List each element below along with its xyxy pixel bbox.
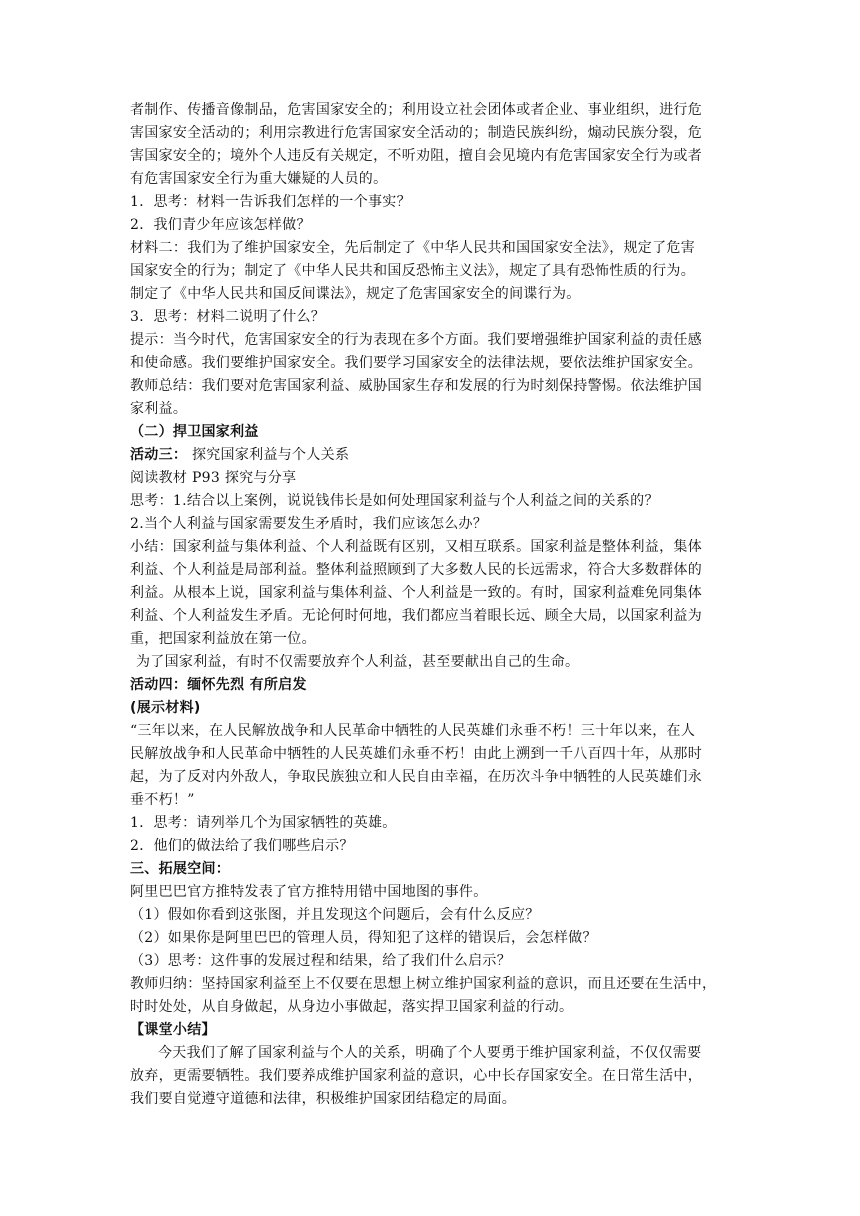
summary-line-4: 利益、个人利益发生矛盾。无论何时何地，我们都应当着眼长远、顾全大局，以国家利益为 xyxy=(130,608,702,624)
activity-3-title: 活动三： xyxy=(130,447,188,463)
alibaba-question-3: （3）思考：这件事的发展过程和结果，给了我们什么启示？ xyxy=(130,953,512,969)
question-4-1: 1．思考：请列举几个为国家牺牲的英雄。 xyxy=(130,815,397,831)
intro-line-4: 有危害国家安全行为重大嫌疑的人员的。 xyxy=(130,171,388,187)
section-3-heading: 三、拓展空间： xyxy=(130,861,231,877)
class-summary-line-3: 我们要自觉遵守道德和法律，积极维护国家团结稳定的局面。 xyxy=(130,1091,517,1107)
teacher-summary-line-1: 教师总结：我们要对危害国家利益、威胁国家生存和发展的行为时刻保持警惕。依法维护国 xyxy=(130,378,702,394)
activity-4-title: 活动四：缅怀先烈 有所启发 xyxy=(130,677,307,693)
summary-line-2: 利益、个人利益是局部利益。整体利益照顾到了大多数人民的长远需求，符合大多数群体的 xyxy=(130,562,702,578)
show-material-label: (展示材料) xyxy=(130,700,201,716)
class-summary-heading: 【课堂小结】 xyxy=(130,1022,216,1038)
activity-3 xyxy=(130,444,734,467)
quote-line-2: 民解放战争和人民革命中牺牲的人民英雄们永垂不朽！由此上溯到一千八百四十年，从那时 xyxy=(130,746,702,762)
material2-line-2: 国家安全的行为；制定了《中华人民共和国反恐怖主义法》，规定了具有恐怖性质的行为。 xyxy=(130,263,695,279)
hint-line-1: 提示：当今时代，危害国家安全的行为表现在多个方面。我们要增强维护国家利益的责任感 xyxy=(130,332,702,348)
question-1: 1．思考：材料一告诉我们怎样的一个事实？ xyxy=(130,194,411,210)
document-body xyxy=(130,99,734,1111)
summary-line-5: 重，把国家利益放在第一位。 xyxy=(130,631,316,647)
intro-line-2: 害国家安全活动的；利用宗教进行危害国家安全活动的；制造民族纠纷，煽动民族分裂，危 xyxy=(130,125,702,141)
material2-line-1: 材料二：我们为了维护国家安全，先后制定了《中华人民共和国国家安全法》，规定了危害 xyxy=(130,240,695,256)
summary-line-1: 小结：国家利益与集体利益、个人利益既有区别，又相互联系。国家利益是整体利益，集体 xyxy=(130,539,702,555)
sacrifice-line: 为了国家利益，有时不仅需要放弃个人利益，甚至要献出自己的生命。 xyxy=(136,654,580,670)
think-question-1: 思考：1.结合以上案例，说说钱伟长是如何处理国家利益与个人利益之间的关系的？ xyxy=(130,493,659,509)
teacher-summary-line-2: 家利益。 xyxy=(130,401,188,417)
summary-line-3: 利益。从根本上说，国家利益与集体利益、个人利益是一致的。有时，国家利益难免同集体 xyxy=(130,585,702,601)
section-2-heading: （二）捍卫国家利益 xyxy=(130,424,259,440)
alibaba-question-2: （2）如果你是阿里巴巴的管理人员，得知犯了这样的错误后，会怎样做？ xyxy=(130,930,597,946)
think-question-2: 2.当个人利益与国家需要发生矛盾时，我们应该怎么办？ xyxy=(130,516,488,532)
question-3: 3．思考：材料二说明了什么？ xyxy=(130,309,326,325)
teacher-conclusion-line-2: 时时处处，从自身做起，从身边小事做起，落实捍卫国家利益的行动。 xyxy=(130,999,574,1015)
quote-line-1: “三年以来，在人民解放战争和人民革命中牺牲的人民英雄们永垂不朽！三十年以来，在人 xyxy=(130,723,696,739)
question-2: 2．我们青少年应该怎样做？ xyxy=(130,217,311,233)
material2-line-3: 制定了《中华人民共和国反间谍法》，规定了危害国家安全的间谍行为。 xyxy=(130,286,581,302)
class-summary-line-2: 放弃，更需要牺牲。我们要养成维护国家利益的意识，心中长存国家安全。在日常生活中， xyxy=(130,1068,702,1084)
question-4-2: 2．他们的做法给了我们哪些启示？ xyxy=(130,838,354,854)
hint-line-2: 和使命感。我们要维护国家安全。我们要学习国家安全的法律法规，要依法维护国家安全。 xyxy=(130,355,702,371)
intro-line-3: 害国家安全的；境外个人违反有关规定，不听劝阻，擅自会见境内有危害国家安全行为或者 xyxy=(130,148,702,164)
activity-3-text: 探究国家利益与个人关系 xyxy=(187,447,350,463)
read-textbook: 阅读教材 P93 探究与分享 xyxy=(130,470,297,486)
alibaba-question-1: （1）假如你看到这张图，并且发现这个问题后，会有什么反应？ xyxy=(130,907,540,923)
quote-line-4: 垂不朽！” xyxy=(130,792,195,808)
teacher-conclusion-line-1: 教师归纳：坚持国家利益至上不仅要在思想上树立维护国家利益的意识，而且还要在生活中， xyxy=(130,976,717,992)
alibaba-event: 阿里巴巴官方推特发表了官方推特用错中国地图的事件。 xyxy=(130,884,488,900)
intro-line-1: 者制作、传播音像制品，危害国家安全的；利用设立社会团体或者企业、事业组织，进行危 xyxy=(130,102,702,118)
quote-line-3: 起，为了反对内外敌人，争取民族独立和人民自由幸福，在历次斗争中牺牲的人民英雄们永 xyxy=(130,769,702,785)
class-summary-line-1: 今天我们了解了国家利益与个人的关系，明确了个人要勇于维护国家利益，不仅仅需要 xyxy=(158,1045,702,1061)
